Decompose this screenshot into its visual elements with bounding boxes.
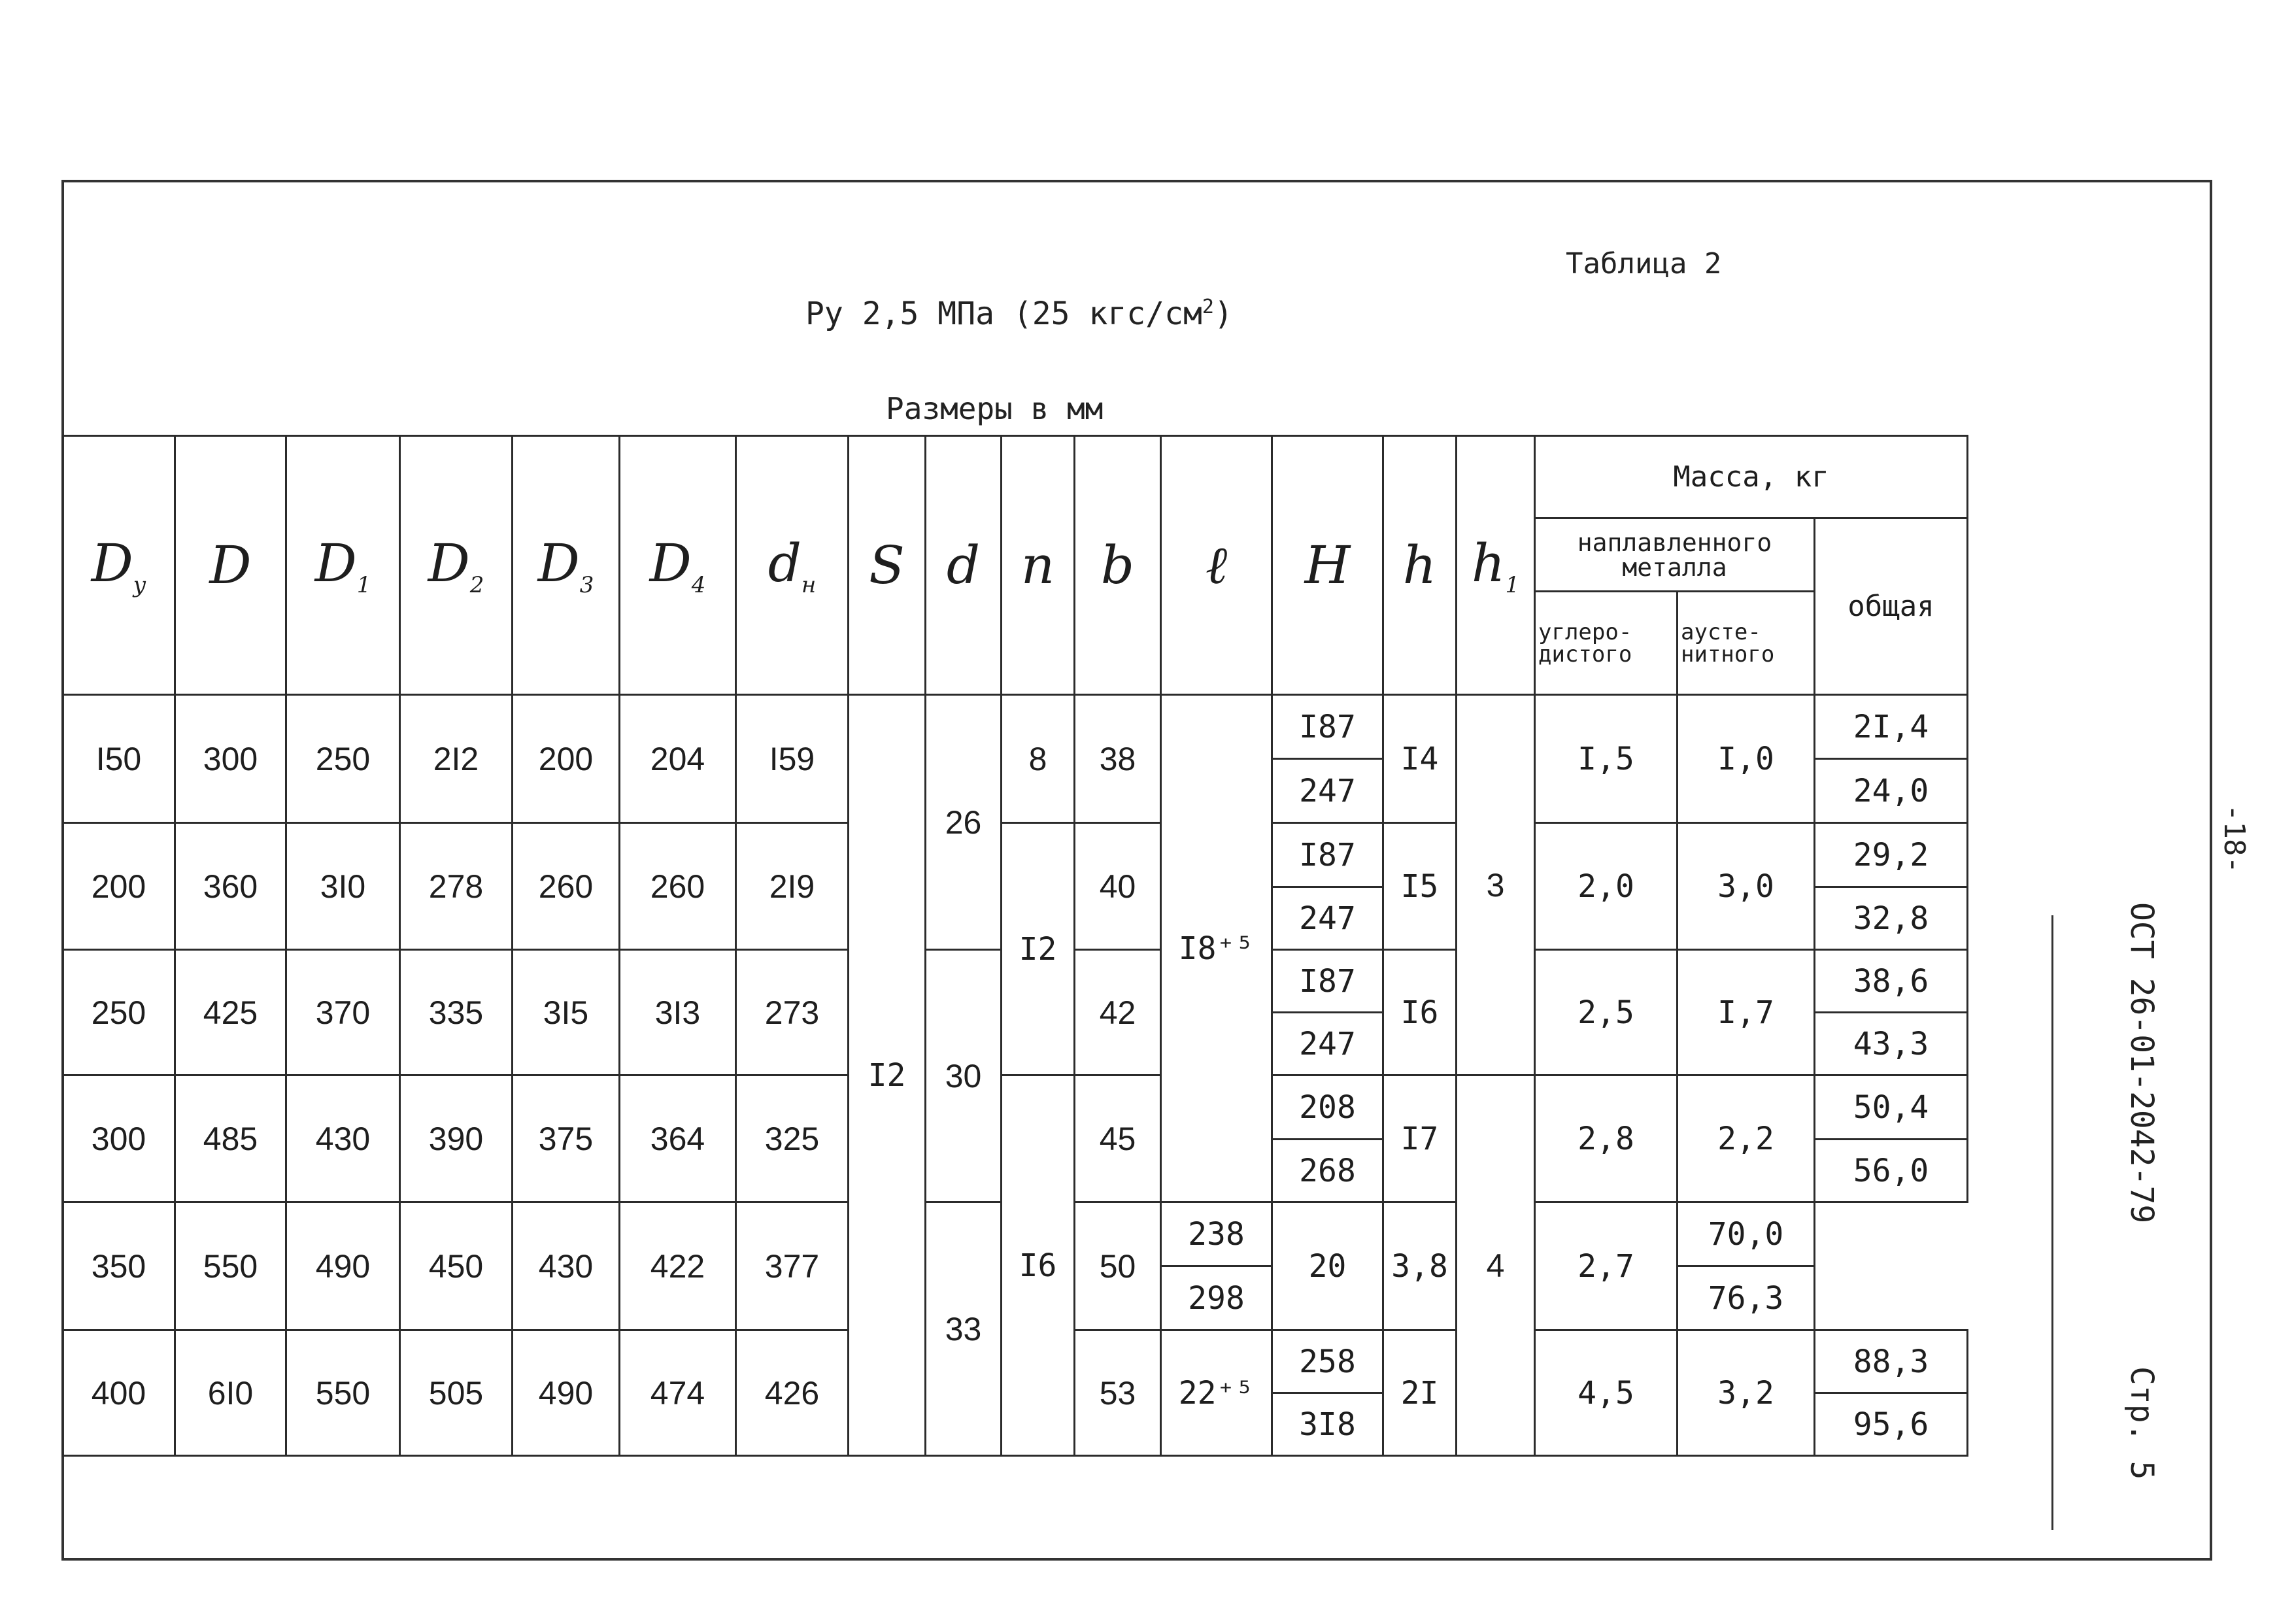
table-number: Таблица 2 bbox=[1566, 247, 1722, 280]
cell-total: 2I,4 bbox=[1815, 695, 1968, 759]
cell-b: 45 bbox=[1075, 1075, 1161, 1202]
cell-n-b: I2 bbox=[1002, 823, 1075, 1075]
cell-Dy: 200 bbox=[63, 823, 175, 950]
cell-d-c: 33 bbox=[926, 1202, 1002, 1456]
cell-D1: 430 bbox=[286, 1075, 400, 1202]
header-H: H bbox=[1272, 436, 1383, 695]
cell-h1-b: 4 bbox=[1457, 1075, 1535, 1456]
cell-dn: 2I9 bbox=[736, 823, 849, 950]
cell-s-merged: I2 bbox=[849, 695, 926, 1456]
cell-H: 247 bbox=[1272, 1013, 1383, 1075]
header-D: D bbox=[175, 436, 286, 695]
header-s: S bbox=[849, 436, 926, 695]
cell-H: I87 bbox=[1272, 950, 1383, 1013]
dimensions-table bbox=[61, 435, 1968, 1457]
cell-carbon: 2,0 bbox=[1535, 823, 1678, 950]
cell-H: 247 bbox=[1272, 759, 1383, 823]
cell-D4: 364 bbox=[620, 1075, 736, 1202]
units-caption: Размеры в мм bbox=[886, 391, 1104, 426]
cell-austenitic: I,0 bbox=[1678, 695, 1815, 823]
cell-Dy: 350 bbox=[63, 1202, 175, 1330]
cell-dn: 377 bbox=[736, 1202, 849, 1330]
cell-b: 53 bbox=[1075, 1330, 1161, 1456]
cell-D1: 250 bbox=[286, 695, 400, 823]
cell-h: I5 bbox=[1383, 823, 1457, 950]
cell-carbon: I,5 bbox=[1535, 695, 1678, 823]
standard-designation: ОСТ 26-01-2042-79 bbox=[2123, 902, 2160, 1224]
cell-total: 95,6 bbox=[1815, 1393, 1968, 1456]
cell-D4: 422 bbox=[620, 1202, 736, 1330]
cell-total: 43,3 bbox=[1815, 1013, 1968, 1075]
side-rule-line bbox=[2051, 915, 2053, 1530]
header-d: d bbox=[926, 436, 1002, 695]
cell-D1: 490 bbox=[286, 1202, 400, 1330]
cell-austenitic: 3,0 bbox=[1678, 823, 1815, 950]
cell-D: 6I0 bbox=[175, 1330, 286, 1456]
cell-austenitic: I,7 bbox=[1678, 950, 1815, 1075]
cell-h: 20 bbox=[1272, 1202, 1383, 1330]
cell-total: 70,0 bbox=[1678, 1202, 1815, 1266]
cell-D2: 335 bbox=[400, 950, 513, 1075]
cell-D4: 260 bbox=[620, 823, 736, 950]
cell-D2: 505 bbox=[400, 1330, 513, 1456]
cell-D2: 278 bbox=[400, 823, 513, 950]
cell-d-b: 30 bbox=[926, 950, 1002, 1202]
cell-l-b: 22⁺⁵ bbox=[1161, 1330, 1272, 1456]
cell-D: 425 bbox=[175, 950, 286, 1075]
cell-total: 50,4 bbox=[1815, 1075, 1968, 1140]
cell-Dy: I50 bbox=[63, 695, 175, 823]
cell-h: 2I bbox=[1383, 1330, 1457, 1456]
cell-D1: 370 bbox=[286, 950, 400, 1075]
cell-D3: 3I5 bbox=[513, 950, 620, 1075]
cell-carbon: 4,5 bbox=[1535, 1330, 1678, 1456]
cell-n-c: I6 bbox=[1002, 1075, 1075, 1456]
header-D3: $D_3$ bbox=[513, 436, 620, 695]
header-D1: $D_1$ bbox=[286, 436, 400, 695]
cell-D3: 260 bbox=[513, 823, 620, 950]
sheet-number: -18- bbox=[2218, 804, 2251, 873]
cell-D4: 474 bbox=[620, 1330, 736, 1456]
cell-n: 8 bbox=[1002, 695, 1075, 823]
cell-D2: 2I2 bbox=[400, 695, 513, 823]
cell-D: 550 bbox=[175, 1202, 286, 1330]
cell-b: 50 bbox=[1075, 1202, 1161, 1330]
cell-h: I6 bbox=[1383, 950, 1457, 1075]
cell-total: 24,0 bbox=[1815, 759, 1968, 823]
cell-dn: 325 bbox=[736, 1075, 849, 1202]
cell-total: 38,6 bbox=[1815, 950, 1968, 1013]
header-b: b bbox=[1075, 436, 1161, 695]
header-mass: Масса, кг bbox=[1535, 436, 1968, 518]
cell-D3: 490 bbox=[513, 1330, 620, 1456]
header-Dy: $D_у$ bbox=[63, 436, 175, 695]
cell-total: 56,0 bbox=[1815, 1140, 1968, 1202]
cell-carbon: 2,8 bbox=[1535, 1075, 1678, 1202]
header-austenitic: аусте-нитного bbox=[1678, 592, 1815, 695]
cell-Dy: 300 bbox=[63, 1075, 175, 1202]
cell-austenitic: 3,2 bbox=[1678, 1330, 1815, 1456]
cell-H: 238 bbox=[1161, 1202, 1272, 1266]
header-n: n bbox=[1002, 436, 1075, 695]
cell-carbon: 3,8 bbox=[1383, 1202, 1457, 1330]
cell-H: 298 bbox=[1161, 1266, 1272, 1330]
header-h: h bbox=[1383, 436, 1457, 695]
cell-D: 485 bbox=[175, 1075, 286, 1202]
cell-dn: 426 bbox=[736, 1330, 849, 1456]
cell-D: 300 bbox=[175, 695, 286, 823]
cell-H: 3I8 bbox=[1272, 1393, 1383, 1456]
cell-total: 32,8 bbox=[1815, 887, 1968, 950]
pressure-title: Ру 2,5 МПа (25 кгс/$см^2$) bbox=[805, 296, 1233, 332]
cell-austenitic: 2,2 bbox=[1678, 1075, 1815, 1202]
cell-dn: I59 bbox=[736, 695, 849, 823]
header-h1: $h_1$ bbox=[1457, 436, 1535, 695]
cell-Dy: 250 bbox=[63, 950, 175, 1075]
cell-b: 38 bbox=[1075, 695, 1161, 823]
cell-D1: 3I0 bbox=[286, 823, 400, 950]
cell-D2: 390 bbox=[400, 1075, 513, 1202]
cell-H: 268 bbox=[1272, 1140, 1383, 1202]
header-D4: $D_4$ bbox=[620, 436, 736, 695]
cell-D1: 550 bbox=[286, 1330, 400, 1456]
cell-D: 360 bbox=[175, 823, 286, 950]
cell-total: 76,3 bbox=[1678, 1266, 1815, 1330]
cell-D3: 375 bbox=[513, 1075, 620, 1202]
cell-h: I7 bbox=[1383, 1075, 1457, 1202]
cell-Dy: 400 bbox=[63, 1330, 175, 1456]
cell-H: I87 bbox=[1272, 823, 1383, 887]
header-l: ℓ bbox=[1161, 436, 1272, 695]
cell-H: 208 bbox=[1272, 1075, 1383, 1140]
cell-D3: 430 bbox=[513, 1202, 620, 1330]
cell-H: 247 bbox=[1272, 887, 1383, 950]
header-deposited-metal: наплавленного металла bbox=[1535, 518, 1815, 592]
cell-D4: 204 bbox=[620, 695, 736, 823]
cell-h: I4 bbox=[1383, 695, 1457, 823]
header-dn: $d_н$ bbox=[736, 436, 849, 695]
cell-h1-a: 3 bbox=[1457, 695, 1535, 1075]
cell-H: I87 bbox=[1272, 695, 1383, 759]
cell-b: 40 bbox=[1075, 823, 1161, 950]
cell-D3: 200 bbox=[513, 695, 620, 823]
cell-D4: 3I3 bbox=[620, 950, 736, 1075]
header-total: общая bbox=[1815, 518, 1968, 695]
cell-D2: 450 bbox=[400, 1202, 513, 1330]
cell-austenitic: 2,7 bbox=[1535, 1202, 1678, 1330]
cell-H: 258 bbox=[1272, 1330, 1383, 1393]
cell-total: 29,2 bbox=[1815, 823, 1968, 887]
cell-carbon: 2,5 bbox=[1535, 950, 1678, 1075]
page-number: Стр. 5 bbox=[2123, 1366, 2160, 1480]
cell-l-a: I8⁺⁵ bbox=[1161, 695, 1272, 1202]
header-carbon: углеро-дистого bbox=[1535, 592, 1678, 695]
cell-dn: 273 bbox=[736, 950, 849, 1075]
cell-total: 88,3 bbox=[1815, 1330, 1968, 1393]
cell-d-a: 26 bbox=[926, 695, 1002, 950]
header-D2: $D_2$ bbox=[400, 436, 513, 695]
cell-b: 42 bbox=[1075, 950, 1161, 1075]
